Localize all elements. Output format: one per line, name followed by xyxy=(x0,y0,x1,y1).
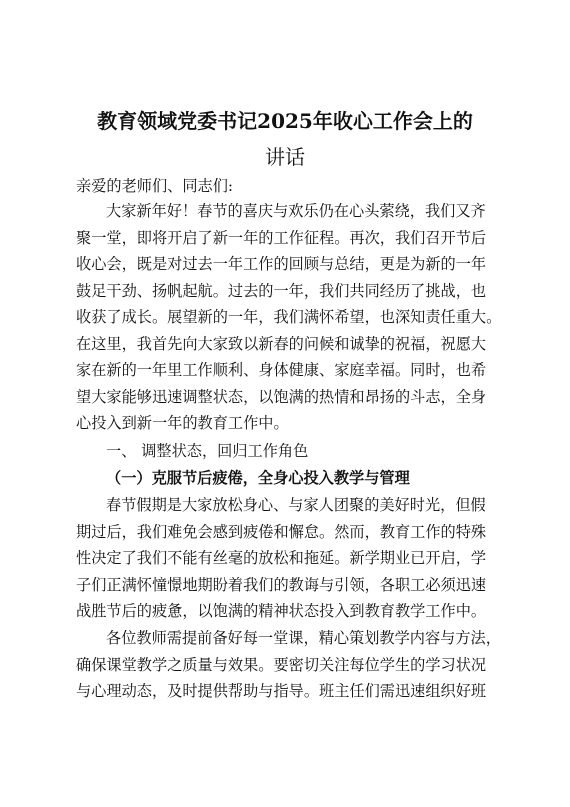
paragraph-line: 聚一堂，即将开启了新一年的工作征程。再次，我们召开节后 xyxy=(76,228,487,247)
paragraph-line: 各位教师需提前备好每一堂课，精心策划教学内容与方法， xyxy=(106,629,501,647)
paragraph-line: 大家新年好！春节的喜庆与欢乐仍在心头萦绕，我们又齐 xyxy=(106,202,486,220)
section-heading-2: （一）克服节后疲倦，全身心投入教学与管理 xyxy=(106,469,410,487)
paragraph-line: 性决定了我们不能有丝毫的放松和拖延。新学期业已开启，学 xyxy=(76,549,487,567)
paragraph-line: 子们正满怀憧憬地期盼着我们的教诲与引领，各职工必须迅速 xyxy=(76,575,487,594)
paragraph-line: 与心理动态，及时提供帮助与指导。班主任们需迅速组织好班 xyxy=(76,682,487,700)
document-title-line-2: 讲话 xyxy=(265,145,305,169)
paragraph-line: 鼓足干劲、扬帆起航。过去的一年，我们共同经历了挑战，也 xyxy=(76,281,487,300)
paragraph-line: 确保课堂教学之质量与效果。要密切关注每位学生的学习状况 xyxy=(76,655,487,674)
paragraph-3 xyxy=(76,625,506,705)
paragraph-line: 战胜节后的疲惫，以饱满的精神状态投入到教育教学工作中。 xyxy=(76,602,487,620)
paragraph-line: 春节假期是大家放松身心、与家人团聚的美好时光，但假 xyxy=(106,496,486,514)
section-heading-1: 一、 调整状态，回归工作角色 xyxy=(106,442,309,460)
paragraph-line: 在这里，我首先向大家致以新春的问候和诚挚的祝福，祝愿大 xyxy=(76,334,487,353)
greeting: 亲爱的老师们、同志们: xyxy=(76,177,233,195)
paragraph-line: 家在新的一年里工作顺利、身体健康、家庭幸福。同时，也希 xyxy=(76,361,487,379)
paragraph-2 xyxy=(76,492,506,625)
paragraph-1 xyxy=(76,198,506,437)
paragraph-line: 期过后，我们难免会感到疲倦和懈怠。然而，教育工作的特殊 xyxy=(76,522,487,541)
paragraph-line: 望大家能够迅速调整状态，以饱满的热情和昂扬的斗志，全身 xyxy=(76,387,487,406)
paragraph-line: 收心会，既是对过去一年工作的回顾与总结，更是为新的一年 xyxy=(76,255,487,273)
paragraph-line: 收获了成长。展望新的一年，我们满怀希望，也深知责任重大。 xyxy=(76,308,502,326)
document-title-line-1: 教育领域党委书记2025年收心工作会上的 xyxy=(97,109,473,133)
paragraph-line: 心投入到新一年的教育工作中。 xyxy=(76,414,289,432)
